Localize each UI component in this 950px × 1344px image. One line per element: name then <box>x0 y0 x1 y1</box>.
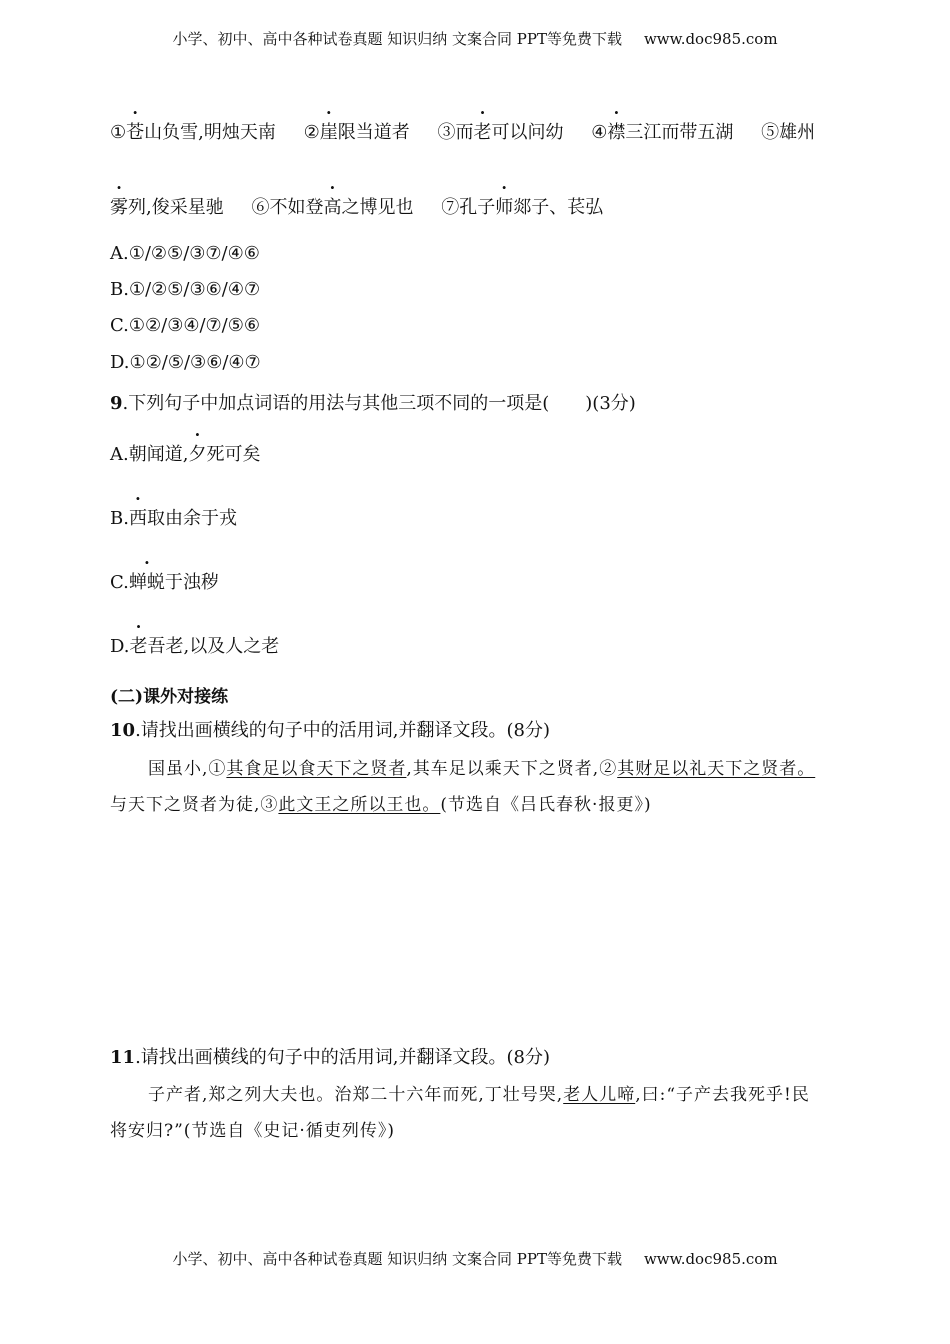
q8-option-c: C.①②/③④/⑦/⑤⑥ <box>110 315 261 336</box>
item-text: ⑥不如登 <box>251 197 324 218</box>
passage-text: ,其车足以乘天下之贤者,② <box>406 759 618 779</box>
option-text: 于浊秽 <box>164 572 219 593</box>
passage-text: 与天下之贤者为徒,③ <box>110 795 279 815</box>
item-text: 郯子、苌弘 <box>513 197 604 218</box>
dotted-char: 雾 <box>110 197 128 218</box>
underlined-sentence: 此文王之所以王也。 <box>278 795 441 815</box>
q10-passage-line-1 <box>148 754 815 779</box>
underlined-sentence: 其财足以礼天下之贤者。 <box>617 759 816 779</box>
option-text: C. <box>110 572 129 593</box>
question-text: .下列句子中加点词语的用法与其他三项不同的一项是( )(3分) <box>122 393 636 414</box>
q9-option-b <box>110 504 237 530</box>
page-header <box>0 28 950 49</box>
q8-items-line-2 <box>110 193 603 219</box>
q9-stem <box>110 389 636 415</box>
dotted-char: 老 <box>129 636 148 657</box>
item-text: 限当道者 <box>337 122 410 143</box>
q8-item-7 <box>441 197 603 218</box>
header-text: 小学、初中、高中各种试卷真题 知识归纳 文案合同 PPT等免费下载 <box>172 30 622 48</box>
item-text: 山负雪,明烛天南 <box>144 122 276 143</box>
item-text: ⑤雄州 <box>761 122 816 143</box>
footer-site: www.doc985.com <box>643 1250 778 1268</box>
q8-option-a: A.①/②⑤/③⑦/④⑥ <box>110 243 260 264</box>
q10-passage-line-2 <box>110 790 652 815</box>
item-text: ④ <box>591 122 608 143</box>
dotted-char: 崖 <box>319 122 338 143</box>
item-text: 之博见也 <box>341 197 414 218</box>
item-text: ③而 <box>437 122 474 143</box>
question-number: 9 <box>110 393 123 414</box>
item-text: ② <box>303 122 320 143</box>
question-text: .请找出画横线的句子中的活用词,并翻译文段。(8分) <box>135 1047 551 1068</box>
q8-item-6 <box>251 197 413 218</box>
section-title: (二)课外对接练 <box>110 687 229 707</box>
dotted-char: 师 <box>495 197 514 218</box>
q8-item-5-cont <box>110 197 224 218</box>
q8-item-2 <box>304 122 410 143</box>
source-citation: (节选自《吕氏春秋·报更》) <box>440 795 652 815</box>
option-text: A.朝闻道, <box>110 444 189 465</box>
passage-text: 子产者,郑之列大夫也。治郑二十六年而死,丁壮号哭, <box>148 1085 564 1105</box>
item-text: ① <box>110 122 127 143</box>
item-text: 列,俊采星驰 <box>128 197 224 218</box>
q8-item-4 <box>591 122 733 143</box>
dotted-char: 蝉蜕 <box>128 572 165 593</box>
passage-text: 国虽小,① <box>148 759 227 779</box>
q11-stem <box>110 1043 550 1069</box>
option-text: B. <box>110 508 129 529</box>
q9-option-a <box>110 440 260 466</box>
option-text: 死可矣 <box>206 444 261 465</box>
question-text: .请找出画横线的句子中的活用词,并翻译文段。(8分) <box>135 720 551 741</box>
q8-items-line-1 <box>110 118 815 144</box>
item-text: 可以问幼 <box>491 122 564 143</box>
page-footer <box>0 1248 950 1269</box>
q8-item-1 <box>110 122 276 143</box>
q8-item-3 <box>437 122 563 143</box>
question-number: 10 <box>110 720 136 741</box>
option-text: D. <box>110 636 130 657</box>
q8-item-5 <box>761 122 815 143</box>
q8-option-b: B.①/②⑤/③⑥/④⑦ <box>110 279 261 300</box>
option-text: 吾老,以及人之老 <box>147 636 280 657</box>
underlined-sentence: 其食足以食天下之贤者 <box>226 759 407 779</box>
q10-stem <box>110 716 550 742</box>
dotted-char: 老 <box>473 122 492 143</box>
question-number: 11 <box>110 1047 136 1068</box>
header-site: www.doc985.com <box>643 30 778 48</box>
item-text: ⑦孔子 <box>441 197 496 218</box>
dotted-char: 夕 <box>188 444 207 465</box>
passage-text: ,曰:“子产去我死乎!民 <box>635 1085 810 1105</box>
dotted-char: 苍 <box>126 122 145 143</box>
q9-option-c <box>110 568 219 594</box>
q8-option-d: D.①②/⑤/③⑥/④⑦ <box>110 352 261 373</box>
q11-passage-line-1 <box>148 1080 810 1105</box>
dotted-char: 高 <box>323 197 342 218</box>
q11-passage-line-2: 将安归?”(节选自《史记·循吏列传》) <box>110 1121 395 1141</box>
dotted-char: 襟 <box>607 122 626 143</box>
item-text: 三江而带五湖 <box>625 122 734 143</box>
option-text: 取由余于戎 <box>146 508 237 529</box>
q9-option-d <box>110 632 279 658</box>
dotted-char: 西 <box>128 508 147 529</box>
underlined-sentence: 老人儿啼 <box>563 1085 636 1105</box>
footer-text: 小学、初中、高中各种试卷真题 知识归纳 文案合同 PPT等免费下载 <box>172 1250 622 1268</box>
